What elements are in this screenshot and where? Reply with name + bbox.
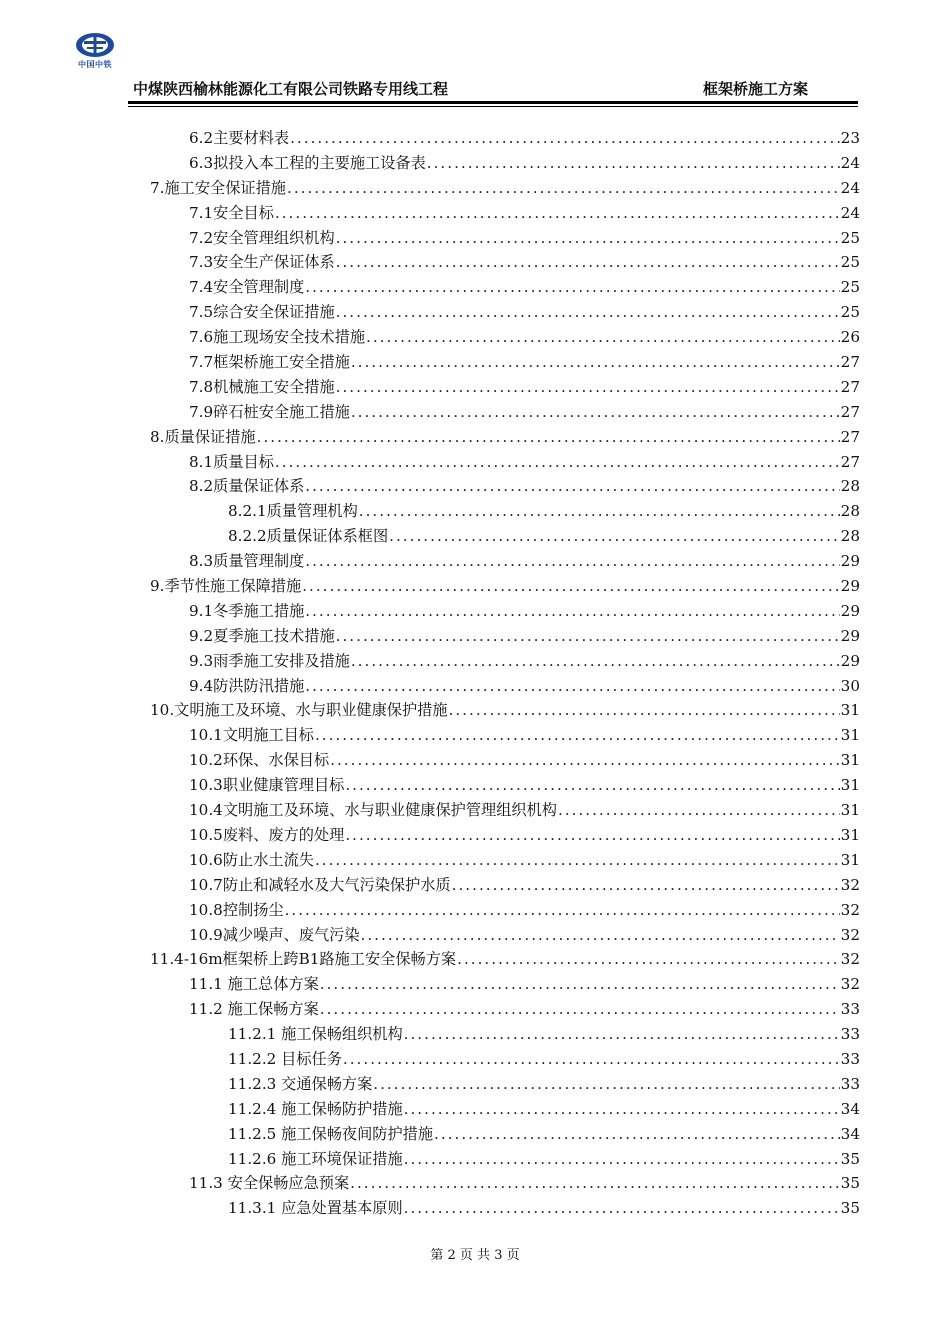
toc-dot-leader xyxy=(305,275,839,300)
toc-entry-page: 29 xyxy=(840,552,860,571)
toc-entry-page: 34 xyxy=(840,1124,860,1143)
toc-dot-leader xyxy=(290,126,840,151)
toc-entry[interactable] xyxy=(150,848,860,873)
document-title: 框架桥施工方案 xyxy=(702,80,808,98)
toc-entry[interactable] xyxy=(150,723,860,748)
toc-entry-title: 11.3.1 应急处置基本原则 xyxy=(228,1199,403,1218)
toc-entry[interactable] xyxy=(150,375,860,400)
toc-entry-title: 7.8机械施工安全措施 xyxy=(189,377,335,396)
toc-entry-title: 7.1安全目标 xyxy=(189,203,274,222)
toc-entry-title: 10.4文明施工及环境、水与职业健康保护管理组织机构 xyxy=(189,801,557,820)
toc-entry-title: 9.2夏季施工技术措施 xyxy=(189,626,335,645)
toc-entry-page: 35 xyxy=(840,1174,860,1193)
toc-entry-page: 29 xyxy=(840,601,860,620)
toc-entry-title: 7.5综合安全保证措施 xyxy=(189,303,335,322)
toc-dot-leader xyxy=(285,898,840,923)
toc-entry-title: 10.1文明施工目标 xyxy=(189,726,314,745)
toc-entry-title: 7.9碎石桩安全施工措施 xyxy=(189,402,350,421)
toc-entry[interactable] xyxy=(150,947,860,972)
toc-entry[interactable] xyxy=(150,748,860,773)
toc-entry[interactable] xyxy=(150,325,860,350)
toc-entry-page: 29 xyxy=(840,651,860,670)
toc-entry-page: 27 xyxy=(840,377,860,396)
toc-entry-page: 29 xyxy=(840,626,860,645)
toc-entry-page: 31 xyxy=(840,701,860,720)
toc-entry-title: 11.2.3 交通保畅方案 xyxy=(228,1074,373,1093)
toc-dot-leader xyxy=(336,250,840,275)
toc-entry[interactable] xyxy=(150,1171,860,1196)
toc-entry-title: 7.施工安全保证措施 xyxy=(150,178,286,197)
toc-dot-leader xyxy=(320,997,840,1022)
toc-entry-page: 29 xyxy=(840,577,860,596)
toc-entry-page: 32 xyxy=(840,950,860,969)
toc-entry-page: 25 xyxy=(840,253,860,272)
toc-entry-page: 24 xyxy=(840,178,860,197)
toc-entry-title: 11.1 施工总体方案 xyxy=(189,975,319,994)
toc-entry-page: 31 xyxy=(840,751,860,770)
toc-entry-title: 11.3 安全保畅应急预案 xyxy=(189,1174,350,1193)
toc-entry-title: 9.季节性施工保障措施 xyxy=(150,577,302,596)
page-header xyxy=(128,78,858,100)
header-rule-thick xyxy=(128,101,858,104)
crec-logo-icon xyxy=(75,32,115,58)
toc-entry[interactable] xyxy=(150,599,860,624)
toc-dot-leader xyxy=(350,1171,840,1196)
toc-dot-leader xyxy=(302,574,839,599)
toc-dot-leader xyxy=(452,873,840,898)
toc-dot-leader xyxy=(336,624,840,649)
toc-entry[interactable] xyxy=(150,698,860,723)
toc-entry-title: 7.6施工现场安全技术措施 xyxy=(189,328,366,347)
toc-entry-title: 10.3职业健康管理目标 xyxy=(189,776,345,795)
toc-entry[interactable] xyxy=(150,823,860,848)
toc-dot-leader xyxy=(343,1047,840,1072)
toc-entry[interactable] xyxy=(150,898,860,923)
toc-entry-page: 28 xyxy=(840,477,860,496)
toc-entry-title: 10.文明施工及环境、水与职业健康保护措施 xyxy=(150,701,448,720)
toc-entry-title: 9.4防洪防汛措施 xyxy=(189,676,305,695)
toc-dot-leader xyxy=(457,947,840,972)
toc-entry-title: 8.2.1质量管理机构 xyxy=(228,502,358,521)
toc-dot-leader xyxy=(558,798,840,823)
toc-dot-leader xyxy=(336,300,840,325)
toc-entry[interactable] xyxy=(150,400,860,425)
toc-entry-page: 33 xyxy=(840,1000,860,1019)
toc-entry-page: 24 xyxy=(840,203,860,222)
toc-dot-leader xyxy=(351,350,840,375)
toc-entry-title: 10.2环保、水保目标 xyxy=(189,751,330,770)
page-footer: 第 2 页 共 3 页 xyxy=(430,1248,520,1263)
toc-entry-title: 10.6防止水土流失 xyxy=(189,850,314,869)
toc-entry-title: 9.1冬季施工措施 xyxy=(189,601,305,620)
toc-entry-page: 31 xyxy=(840,850,860,869)
toc-dot-leader xyxy=(320,972,840,997)
toc-entry-title: 8.质量保证措施 xyxy=(150,427,256,446)
toc-entry[interactable] xyxy=(150,499,860,524)
toc-dot-leader xyxy=(434,1122,840,1147)
toc-entry-page: 32 xyxy=(840,900,860,919)
toc-dot-leader xyxy=(305,474,839,499)
toc-dot-leader xyxy=(449,698,840,723)
toc-entry[interactable] xyxy=(150,1147,860,1172)
toc-entry-title: 8.3质量管理制度 xyxy=(189,552,305,571)
toc-entry-title: 10.8控制扬尘 xyxy=(189,900,284,919)
toc-dot-leader xyxy=(345,773,839,798)
toc-entry[interactable] xyxy=(150,1196,860,1221)
toc-entry-title: 8.2.2质量保证体系框图 xyxy=(228,527,389,546)
toc-entry-page: 33 xyxy=(840,1025,860,1044)
toc-entry-page: 35 xyxy=(840,1149,860,1168)
toc-entry[interactable] xyxy=(150,1072,860,1097)
toc-entry-page: 24 xyxy=(840,153,860,172)
toc-dot-leader xyxy=(305,599,839,624)
toc-entry-title: 11.2.2 目标任务 xyxy=(228,1049,342,1068)
logo-text: 中国中铁 xyxy=(78,60,112,69)
toc-entry-title: 11.2.5 施工保畅夜间防护措施 xyxy=(228,1124,434,1143)
toc-entry[interactable] xyxy=(150,1047,860,1072)
toc-entry[interactable] xyxy=(150,350,860,375)
toc-dot-leader xyxy=(275,201,840,226)
toc-entry[interactable] xyxy=(150,997,860,1022)
toc-dot-leader xyxy=(336,226,840,251)
toc-entry-page: 35 xyxy=(840,1199,860,1218)
toc-entry-page: 33 xyxy=(840,1049,860,1068)
toc-entry[interactable] xyxy=(150,450,860,475)
toc-entry[interactable] xyxy=(150,972,860,997)
toc-entry[interactable] xyxy=(150,250,860,275)
toc-entry[interactable] xyxy=(150,474,860,499)
toc-entry[interactable] xyxy=(150,151,860,176)
toc-entry[interactable] xyxy=(150,574,860,599)
toc-entry-title: 11.2.4 施工保畅防护措施 xyxy=(228,1099,403,1118)
toc-dot-leader xyxy=(404,1147,840,1172)
toc-entry-page: 32 xyxy=(840,975,860,994)
toc-entry[interactable] xyxy=(150,1097,860,1122)
toc-dot-leader xyxy=(361,923,840,948)
toc-entry[interactable] xyxy=(150,649,860,674)
toc-dot-leader xyxy=(389,524,840,549)
toc-entry[interactable] xyxy=(150,226,860,251)
toc-entry-page: 25 xyxy=(840,228,860,247)
toc-entry-title: 10.9减少噪声、废气污染 xyxy=(189,925,360,944)
toc-entry-title: 11.2.1 施工保畅组织机构 xyxy=(228,1025,403,1044)
toc-entry-title: 10.7防止和减轻水及大气污染保护水质 xyxy=(189,875,451,894)
toc-entry[interactable] xyxy=(150,674,860,699)
toc-entry-page: 27 xyxy=(840,402,860,421)
toc-entry-page: 25 xyxy=(840,278,860,297)
toc-entry[interactable] xyxy=(150,1022,860,1047)
toc-entry[interactable] xyxy=(150,176,860,201)
toc-entry-title: 7.3安全生产保证体系 xyxy=(189,253,335,272)
toc-dot-leader xyxy=(373,1072,839,1097)
toc-entry[interactable] xyxy=(150,300,860,325)
toc-entry-title: 6.3拟投入本工程的主要施工设备表 xyxy=(189,153,426,172)
toc-entry-title: 9.3雨季施工安排及措施 xyxy=(189,651,350,670)
toc-entry-page: 28 xyxy=(840,502,860,521)
toc-entry-title: 6.2主要材料表 xyxy=(189,129,290,147)
table-of-contents xyxy=(150,126,860,1221)
header-rule-thin xyxy=(128,106,858,107)
toc-entry-page: 27 xyxy=(840,353,860,372)
toc-entry[interactable] xyxy=(150,524,860,549)
toc-entry-page: 28 xyxy=(840,527,860,546)
toc-dot-leader xyxy=(315,723,840,748)
toc-dot-leader xyxy=(359,499,840,524)
toc-entry[interactable] xyxy=(150,201,860,226)
toc-entry-page: 30 xyxy=(840,676,860,695)
toc-entry[interactable] xyxy=(150,624,860,649)
toc-entry-page: 33 xyxy=(840,1074,860,1093)
toc-entry-page: 26 xyxy=(840,328,860,347)
toc-dot-leader xyxy=(404,1022,840,1047)
toc-entry-title: 7.4安全管理制度 xyxy=(189,278,305,297)
toc-entry-title: 11.2 施工保畅方案 xyxy=(189,1000,319,1019)
toc-entry-title: 11.2.6 施工环境保证措施 xyxy=(228,1149,403,1168)
toc-entry[interactable] xyxy=(150,1122,860,1147)
toc-entry-page: 27 xyxy=(840,427,860,446)
toc-entry-title: 8.2质量保证体系 xyxy=(189,477,305,496)
toc-entry-page: 31 xyxy=(840,776,860,795)
toc-entry[interactable] xyxy=(150,549,860,574)
toc-dot-leader xyxy=(257,425,840,450)
toc-entry-title: 11.4-16m框架桥上跨B1路施工安全保畅方案 xyxy=(150,950,457,969)
toc-entry-title: 7.7框架桥施工安全措施 xyxy=(189,353,350,372)
company-logo xyxy=(70,32,120,70)
toc-entry[interactable] xyxy=(150,923,860,948)
toc-entry-page: 27 xyxy=(840,452,860,471)
toc-entry-page: 25 xyxy=(840,303,860,322)
toc-dot-leader xyxy=(315,848,840,873)
toc-entry-page: 31 xyxy=(840,801,860,820)
toc-entry-page: 23 xyxy=(840,129,860,147)
toc-dot-leader xyxy=(351,649,840,674)
toc-dot-leader xyxy=(404,1196,840,1221)
toc-dot-leader xyxy=(404,1097,840,1122)
toc-entry-page: 31 xyxy=(840,825,860,844)
toc-entry-page: 32 xyxy=(840,925,860,944)
toc-dot-leader xyxy=(336,375,840,400)
toc-entry[interactable] xyxy=(150,126,860,151)
toc-dot-leader xyxy=(305,549,839,574)
toc-entry-page: 31 xyxy=(840,726,860,745)
toc-entry[interactable] xyxy=(150,275,860,300)
toc-entry-title: 8.1质量目标 xyxy=(189,452,274,471)
toc-entry[interactable] xyxy=(150,873,860,898)
toc-dot-leader xyxy=(366,325,840,350)
toc-entry-page: 34 xyxy=(840,1099,860,1118)
toc-dot-leader xyxy=(305,674,839,699)
toc-dot-leader xyxy=(427,151,840,176)
project-title: 中煤陕西榆林能源化工有限公司铁路专用线工程 xyxy=(133,80,449,98)
toc-entry[interactable] xyxy=(150,773,860,798)
toc-entry-title: 7.2安全管理组织机构 xyxy=(189,228,335,247)
toc-entry-title: 10.5废料、废方的处理 xyxy=(189,825,345,844)
toc-dot-leader xyxy=(330,748,840,773)
toc-entry-page: 32 xyxy=(840,875,860,894)
toc-dot-leader xyxy=(345,823,839,848)
toc-dot-leader xyxy=(287,176,840,201)
toc-dot-leader xyxy=(275,450,840,475)
toc-dot-leader xyxy=(351,400,840,425)
toc-entry[interactable] xyxy=(150,798,860,823)
toc-entry[interactable] xyxy=(150,425,860,450)
